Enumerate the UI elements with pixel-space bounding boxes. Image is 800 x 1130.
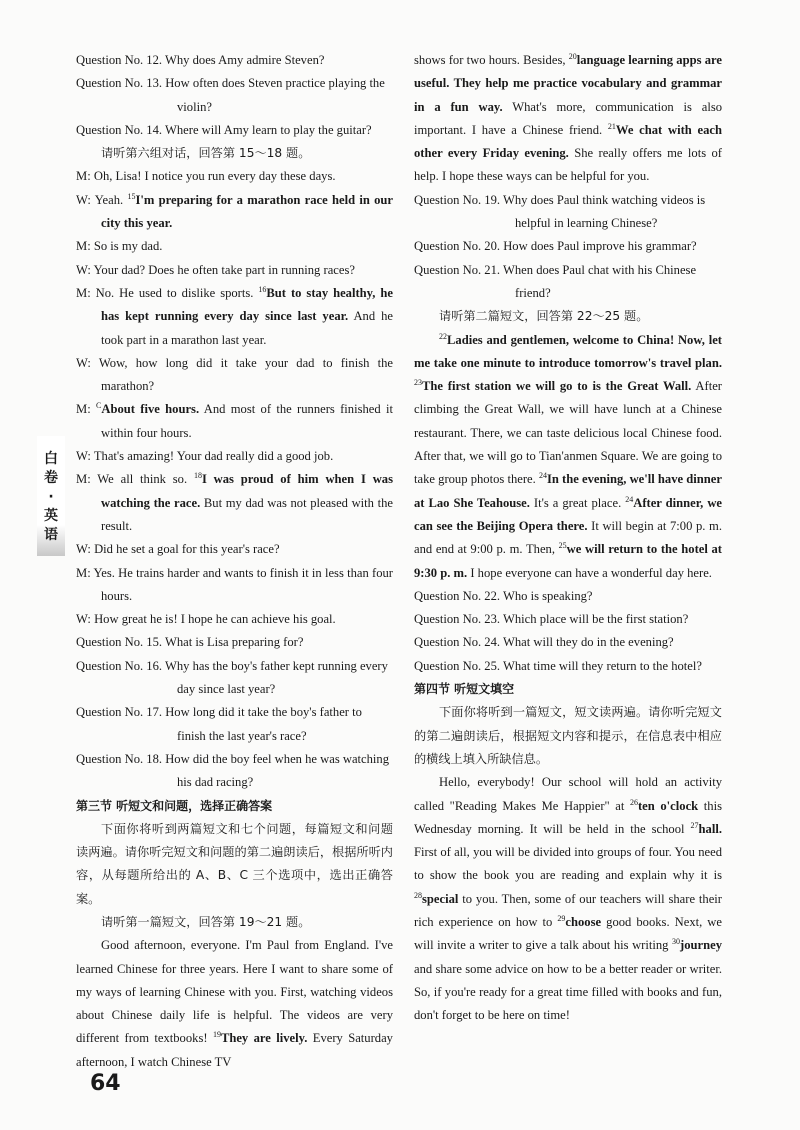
dialogue-line: W: Did he set a goal for this year's race? (76, 542, 280, 557)
dialogue-line: M: So is my dad. (76, 239, 163, 254)
dialogue-line: M: Yes. He trains harder and wants to finish it in less than four hours. (76, 565, 393, 603)
left-column (76, 49, 393, 1074)
answer-marker: 22 (439, 331, 447, 341)
answer-marker: 24 (625, 494, 634, 504)
question-20: Question No. 20. How does Paul improve his grammar? (414, 239, 697, 254)
answer-highlight: Ladies and gentlemen, welcome to China! Now, let me take one minute to introduce tomorrow's travel plan. (414, 332, 722, 370)
answer-highlight: ten o'clock (637, 798, 699, 813)
side-tab-label: 白卷·英语 (44, 451, 58, 543)
question-18: Question No. 18. How did the boy feel when he was watching his dad racing? (76, 751, 390, 790)
answer-marker: 24 (538, 471, 547, 481)
answer-marker: 18 (193, 471, 202, 481)
section-3-title: 第三节 听短文和问题，选择正确答案 (76, 798, 273, 813)
dialogue-line: M: No. He used to dislike sports. $^{16}$But to stay healthy, he has kept running every day since last year. And he took part in a marathon last year. (76, 284, 393, 347)
answer-highlight: I was proud of him when I was watching the race. (101, 472, 393, 510)
passage-1-continued: shows for two hours. Besides, $^{20}$language learning apps are useful. They help me practice vocabulary and grammar in a fun way. What's more, communication is also important. I have a Chinese friend. $^{21}$We chat with each other every Friday evening. She really offers me lots of help. I hope these ways can be helpful for you. (414, 51, 723, 184)
answer-highlight: But to stay healthy, he has kept running every day since last year. (101, 285, 393, 324)
answer-marker: 16 (258, 284, 267, 294)
question-24: Question No. 24. What will they do in the evening? (414, 635, 674, 650)
answer-marker: 23 (414, 377, 422, 387)
section-4-instructions: 下面你将听到一篇短文，短文读两遍。请你听完短文的第二遍朗读后，根据短文内容和提示，在信息表中相应的横线上填入所缺信息。 (414, 705, 722, 766)
answer-marker: C (96, 401, 102, 411)
answer-marker: 29 (557, 913, 566, 923)
dialogue-line: M: $^C$About five hours. And most of the runners finished it within four hours. (76, 401, 393, 440)
answer-highlight: The first station we will go to is the Great Wall. (422, 379, 692, 394)
dialogue-line: W: Wow, how long did it take your dad to finish the marathon? (76, 355, 393, 394)
answer-marker: 28 (414, 890, 422, 900)
question-12: Question No. 12. Why does Amy admire Steven? (76, 53, 325, 67)
answer-highlight: special (422, 891, 459, 906)
question-16: Question No. 16. Why has the boy's father kept running every day since last year? (76, 658, 388, 697)
question-25: Question No. 25. What time will they return to the hotel? (414, 658, 702, 673)
answer-highlight: About five hours. (101, 402, 200, 417)
question-13: Question No. 13. How often does Steven practice playing the violin? (76, 76, 385, 114)
question-19: Question No. 19. Why does Paul think watching videos is helpful in learning Chinese? (414, 192, 706, 231)
dialogue-line: W: How great he is! I hope he can achieve his goal. (76, 612, 336, 627)
answer-highlight: we will return to the hotel at 9:30 p. m. (414, 542, 722, 580)
answer-highlight: We chat with each other every Friday evening. (414, 122, 722, 161)
answer-highlight: I'm preparing for a marathon race held in our city this year. (101, 192, 393, 231)
answer-highlight: After dinner, we can see the Beijing Opera there. (414, 495, 723, 533)
dialogue-line: M: Oh, Lisa! I notice you run every day these days. (76, 169, 336, 184)
section-4-title: 第四节 听短文填空 (414, 682, 515, 697)
passage-3-text: Hello, everybody! Our school will hold an activity called "Reading Makes Me Happier" at $^{26}$ten o'clock this Wednesday morning. It will be held in the school $^{27}$hall. First of all, you will be divided into groups of four. You need to show the book you are reading and explain why it is $^{28}$special to you. Then, some of our teachers will share their rich experience on how to $^{29}$choose good books. Next, we will invite a writer to give a talk about his writing $^{30}$journey and share some advice on how to be a better reader or writer. So, if you're ready for a great time filled with books and fun, don't forget to be here on time! (414, 775, 722, 1023)
answer-marker: 20 (568, 51, 577, 61)
answer-highlight: choose (565, 914, 602, 929)
dialogue-line: W: Yeah. $^{15}$I'm preparing for a marathon race held in our city this year. (76, 191, 393, 231)
answer-marker: 25 (558, 541, 567, 551)
passage-2-text: $^{22}$Ladies and gentlemen, welcome to China! Now, let me take one minute to introduce tomorrow's travel plan. $^{23}$The first station we will go to is the Great Wall. After climbing the Great Wall, we will have lunch at a Chinese restaurant. There, we can taste delicious local Chinese food. After that, we will go to Tian'anmen Square. We are going to take group photos there. $^{24}$In the evening, we'll have dinner at Lao She Teahouse. It's a great place. $^{24}$After dinner, we can see the Beijing Opera there. It will begin at 7:00 p. m. and end at 9:00 p. m. Then, $^{25}$we will return to the hotel at 9:30 p. m. I hope everyone can have a wonderful day here. (414, 331, 723, 580)
answer-highlight: In the evening, we'll have dinner at Lao She Teahouse. (414, 472, 722, 510)
answer-marker: 30 (672, 937, 681, 947)
answer-marker: 27 (690, 820, 699, 830)
question-15: Question No. 15. What is Lisa preparing for? (76, 635, 304, 650)
answer-highlight: journey (680, 938, 722, 953)
section-3-instructions: 下面你将听到两篇短文和七个问题，每篇短文和问题读两遍。请你听完短文和问题的第二遍朗读后，根据所听内容，从每题所给出的 A、B、C 三个选项中，选出正确答案。 (76, 821, 393, 906)
question-23: Question No. 23. Which place will be the first station? (414, 612, 689, 627)
question-21: Question No. 21. When does Paul chat with his Chinese friend? (414, 262, 697, 300)
passage-2-intro: 请听第二篇短文，回答第 22～25 题。 (439, 309, 649, 324)
question-22: Question No. 22. Who is speaking? (414, 588, 593, 603)
side-tab (37, 436, 65, 556)
passage-1-text: Good afternoon, everyone. I'm Paul from England. I've learned Chinese for three years. Here I want to share some of my ways of learning Chinese with you. First, watching videos about Chinese daily life is helpful. The videos are very different from textbooks! $^{19}$They are lively. Every Saturday afternoon, I watch Chinese TV (76, 938, 393, 1069)
dialogue-6-intro: 请听第六组对话，回答第 15～18 题。 (101, 146, 311, 161)
dialogue-line: W: Your dad? Does he often take part in running races? (76, 262, 355, 277)
answer-marker: 26 (629, 797, 638, 807)
answer-marker: 21 (607, 121, 616, 131)
answer-highlight: They are lively. (220, 1031, 308, 1046)
passage-1-intro: 请听第一篇短文，回答第 19～21 题。 (101, 914, 311, 929)
right-column (414, 49, 722, 1027)
answer-marker: 19 (212, 1030, 221, 1040)
answer-highlight: language learning apps are useful. They help me practice vocabulary and grammar in a fun way. (414, 53, 722, 114)
dialogue-line: W: That's amazing! Your dad really did a good job. (76, 449, 334, 464)
question-17: Question No. 17. How long did it take the boy's father to finish the last year's race? (76, 705, 362, 743)
question-14: Question No. 14. Where will Amy learn to play the guitar? (76, 122, 372, 137)
answer-marker: 15 (127, 191, 136, 201)
dialogue-line: M: We all think so. $^{18}$I was proud of him when I was watching the race. But my dad was not pleased with the result. (76, 471, 393, 533)
page-number: 64 (90, 1071, 121, 1096)
answer-highlight: hall. (698, 821, 722, 836)
